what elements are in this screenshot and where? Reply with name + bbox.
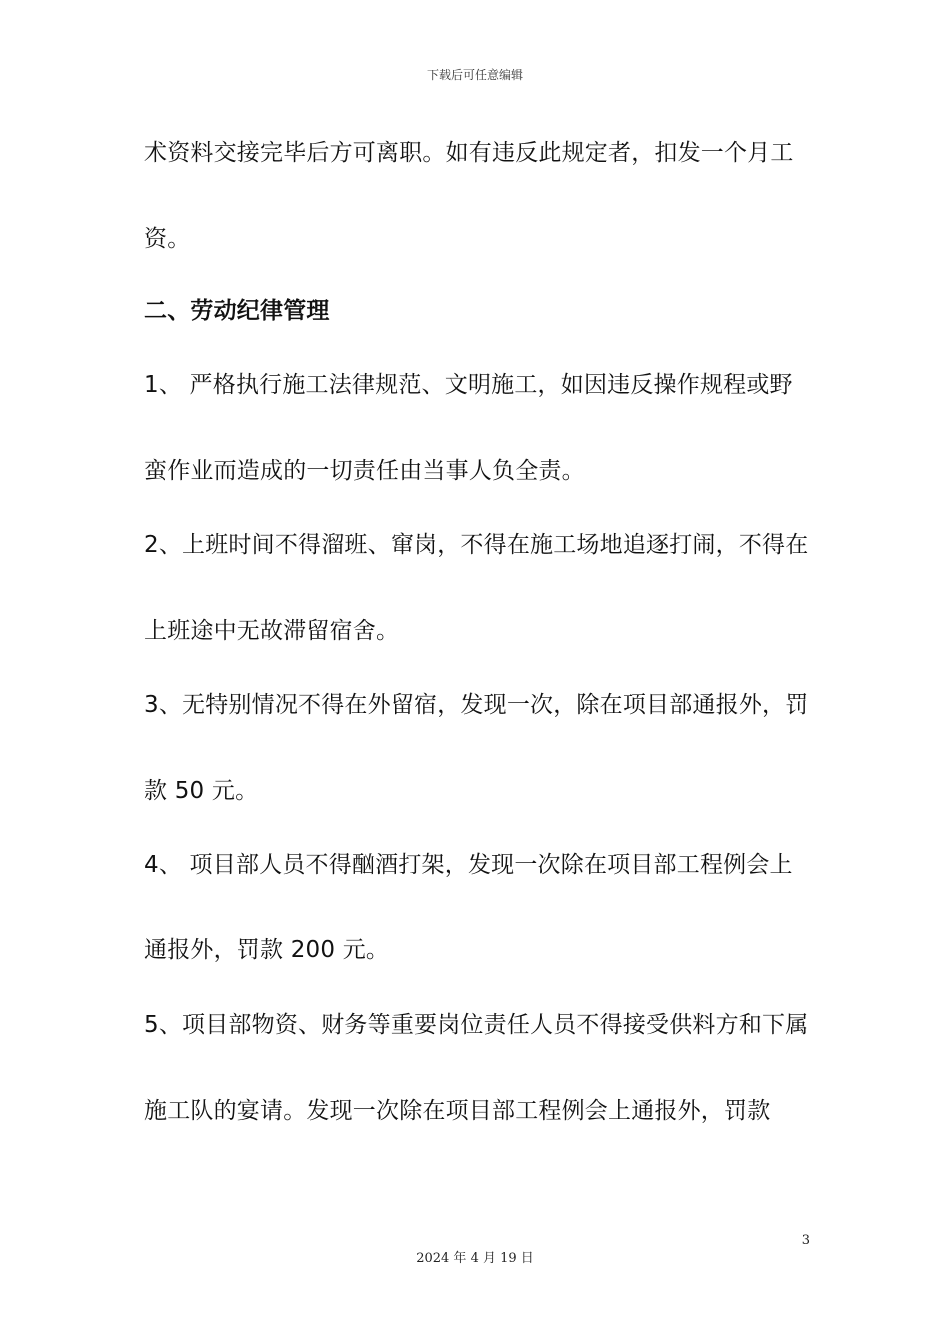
body-line-9: 款 50 元。 bbox=[144, 778, 259, 804]
body-line-12: 5、项目部物资、财务等重要岗位责任人员不得接受供料方和下属 bbox=[144, 1012, 809, 1038]
header-note: 下载后可任意编辑 bbox=[426, 68, 523, 82]
body-line-5: 蛮作业而造成的一切责任由当事人负全责。 bbox=[144, 458, 585, 484]
body-line-4: 1、 严格执行施工法律规范、文明施工，如因违反操作规程或野 bbox=[144, 372, 793, 398]
body-line-6: 2、上班时间不得溜班、窜岗，不得在施工场地追逐打闹，不得在 bbox=[144, 532, 809, 558]
body-line-10: 4、 项目部人员不得酗酒打架，发现一次除在项目部工程例会上 bbox=[144, 852, 793, 878]
body-line-8: 3、无特别情况不得在外留宿，发现一次，除在项目部通报外，罚 bbox=[144, 692, 809, 718]
body-line-11: 通报外，罚款 200 元。 bbox=[144, 937, 390, 963]
body-line-7: 上班途中无故滞留宿舍。 bbox=[144, 618, 400, 644]
body-line-13: 施工队的宴请。发现一次除在项目部工程例会上通报外，罚款 bbox=[144, 1098, 771, 1124]
section-heading: 二、劳动纪律管理 bbox=[144, 298, 330, 324]
page-number: 3 bbox=[801, 1233, 810, 1248]
footer-date: 2024 年 4 月 19 日 bbox=[416, 1251, 534, 1266]
body-line-1: 术资料交接完毕后方可离职。如有违反此规定者，扣发一个月工 bbox=[144, 140, 794, 166]
body-line-2: 资。 bbox=[144, 226, 191, 252]
